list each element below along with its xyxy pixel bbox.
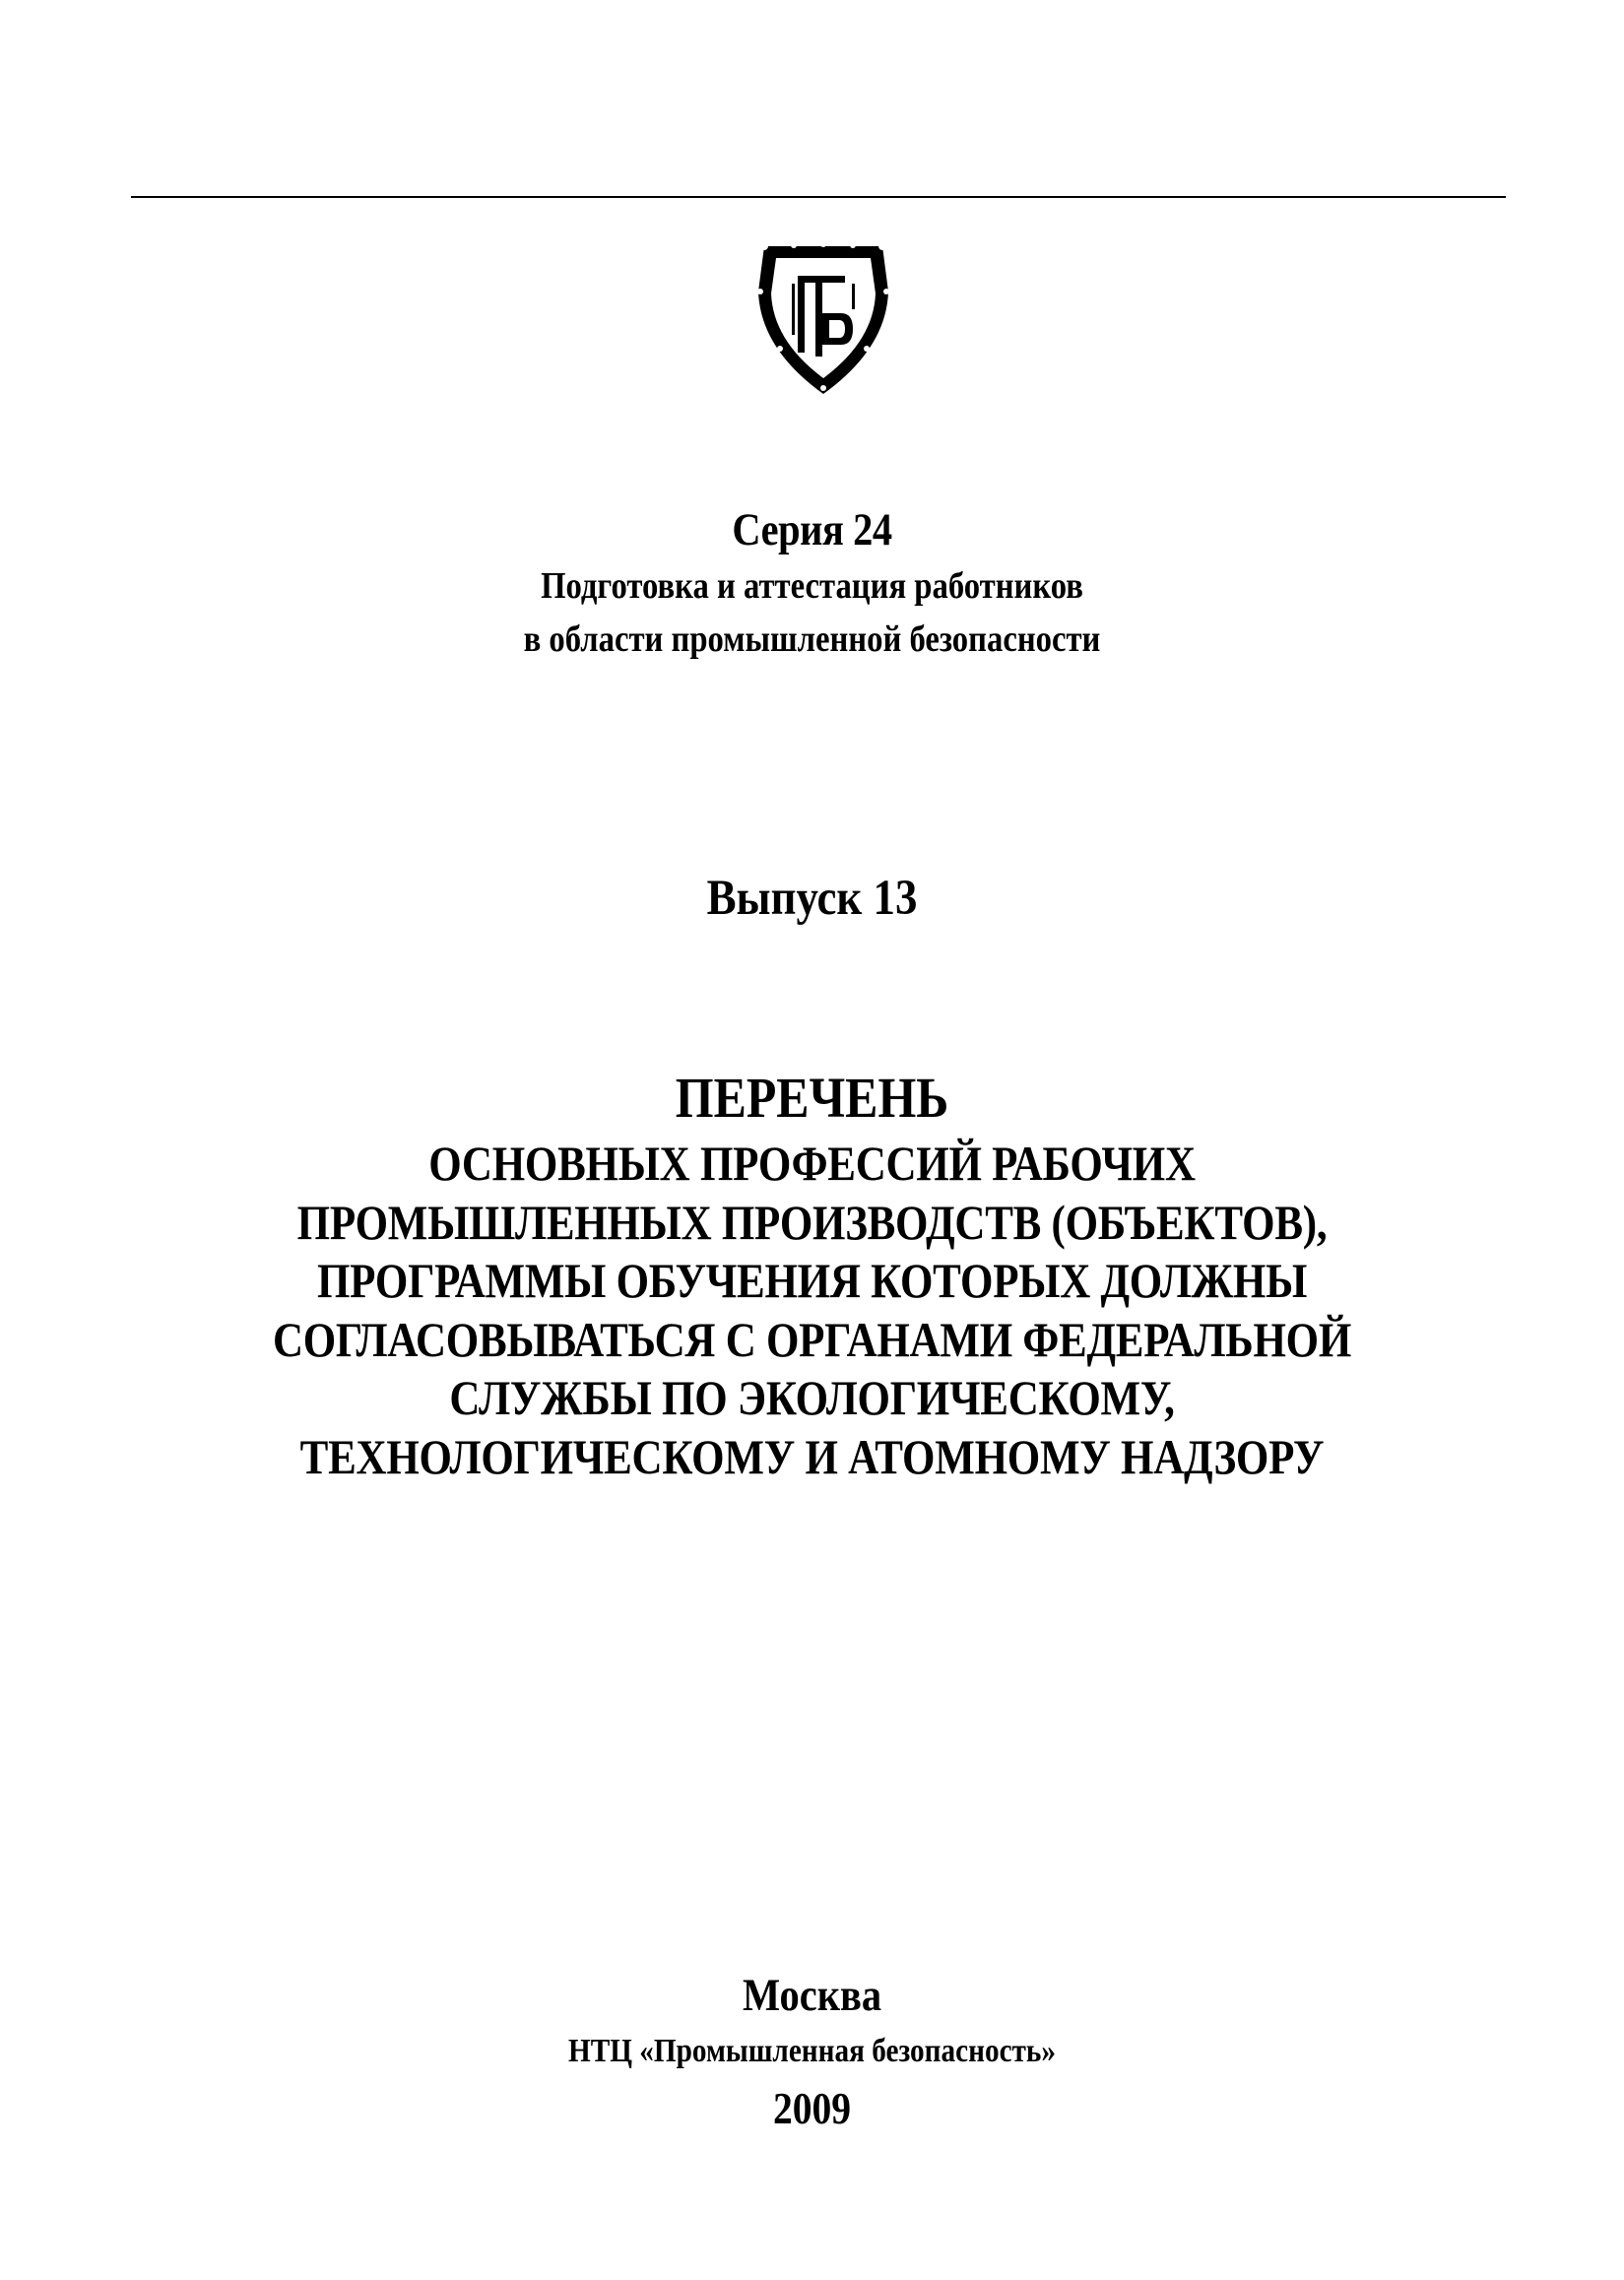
document-subtitle-line: ПРОГРАММЫ ОБУЧЕНИЯ КОТОРЫХ ДОЛЖНЫ <box>316 1253 1308 1308</box>
series-title: Серия 24 <box>732 504 892 555</box>
publisher-logo <box>750 232 896 398</box>
document-subtitle-line: СЛУЖБЫ ПО ЭКОЛОГИЧЕСКОМУ, <box>449 1370 1175 1425</box>
issue-number: Выпуск 13 <box>706 871 918 926</box>
top-rule <box>131 196 1506 198</box>
imprint-block <box>0 1964 1624 2141</box>
imprint-publisher: НТЦ «Промышленная безопасность» <box>567 2033 1056 2069</box>
series-subtitle-line: Подготовка и аттестация работников <box>541 565 1083 607</box>
document-subtitle-line: ПРОМЫШЛЕННЫХ ПРОИЗВОДСТВ (ОБЪЕКТОВ), <box>296 1194 1328 1250</box>
series-block <box>0 500 1624 666</box>
document-title: ПЕРЕЧЕНЬ <box>675 1066 949 1130</box>
document-title-block <box>0 1062 1624 1486</box>
document-subtitle-line: СОГЛАСОВЫВАТЬСЯ С ОРГАНАМИ ФЕДЕРАЛЬНОЙ <box>272 1311 1352 1367</box>
imprint-city: Москва <box>742 1970 882 2021</box>
issue-block <box>0 869 1624 928</box>
document-subtitle-line: ОСНОВНЫХ ПРОФЕССИЙ РАБОЧИХ <box>428 1136 1196 1191</box>
imprint-year: 2009 <box>772 2083 852 2133</box>
document-subtitle-line: ТЕХНОЛОГИЧЕСКОМУ И АТОМНОМУ НАДЗОРУ <box>299 1428 1325 1484</box>
shield-emblem-icon <box>750 232 896 398</box>
series-subtitle-line: в области промышленной безопасности <box>523 619 1101 660</box>
